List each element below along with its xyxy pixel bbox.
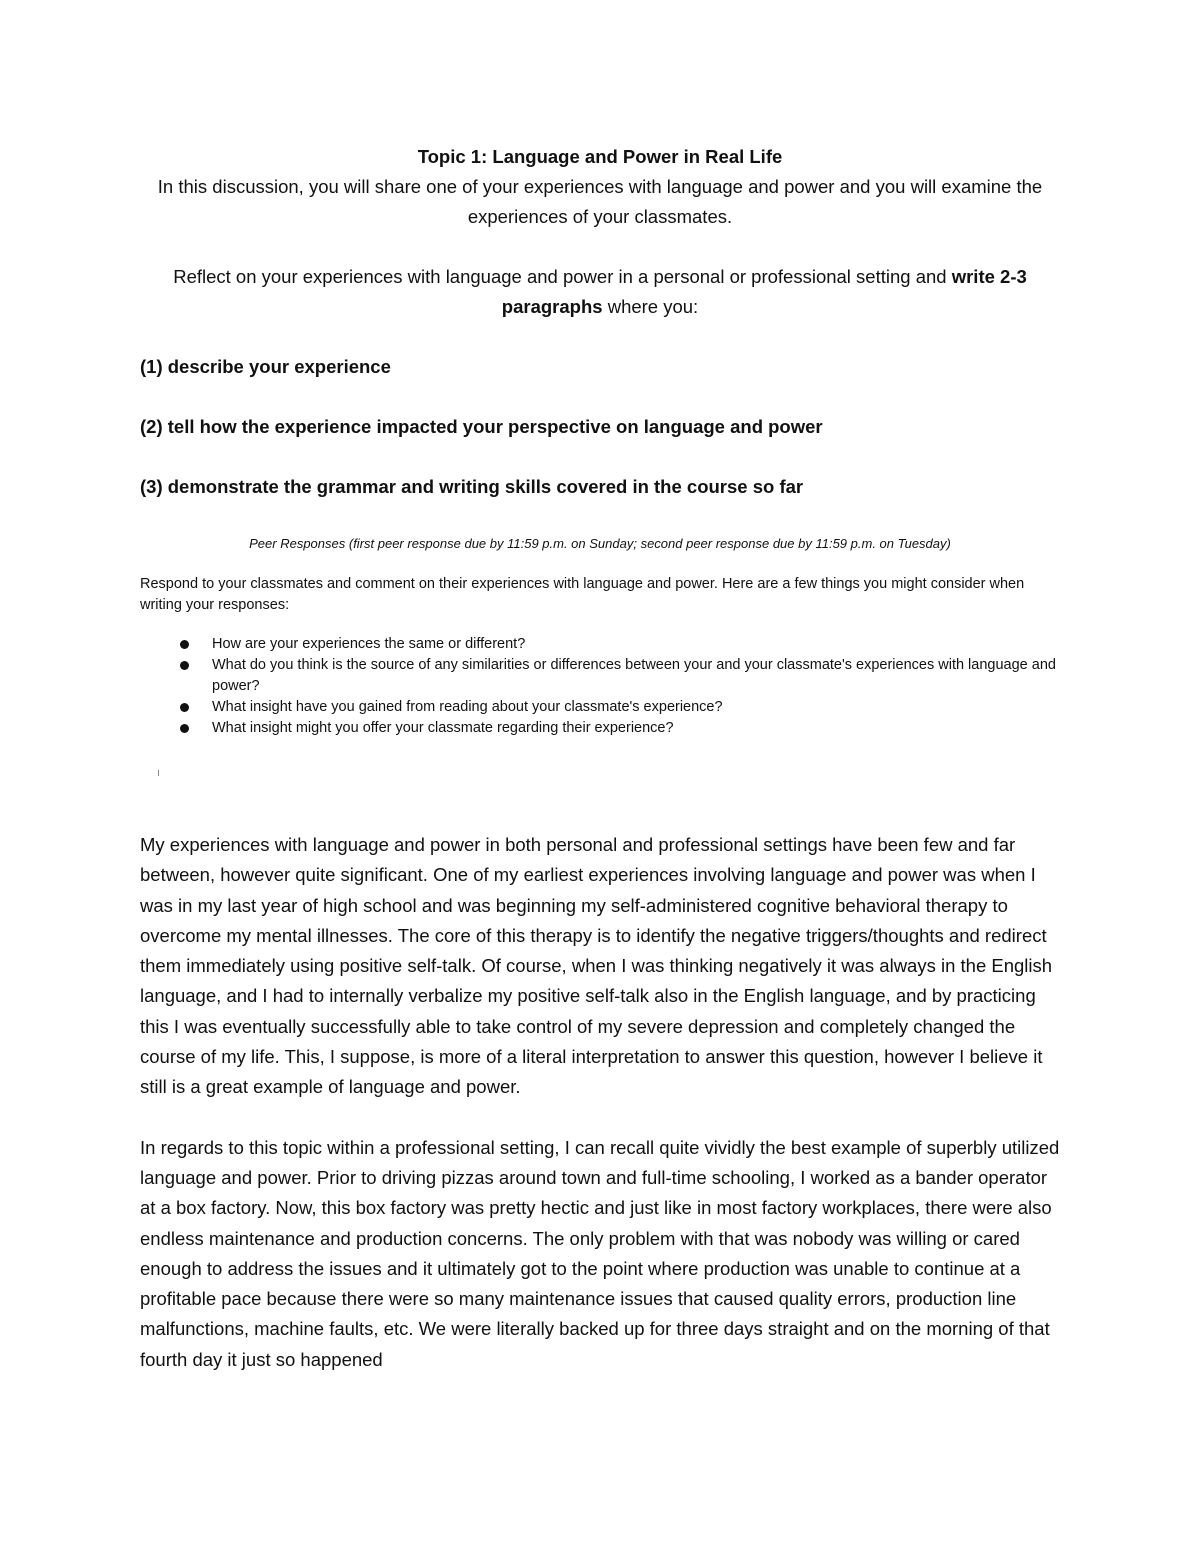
page-title: Topic 1: Language and Power in Real Life [417, 146, 783, 167]
assignment-instructions [140, 142, 1060, 739]
list-item-text: What do you think is the source of any similarities or differences between your and your classmate's experiences with language and power? [212, 657, 1056, 694]
consideration-list [140, 634, 1060, 739]
reflect-lead: Reflect on your experiences with language and power in a personal or professional setting and [173, 266, 952, 287]
list-item [180, 634, 1060, 655]
essay-paragraph: In regards to this topic within a professional setting, I can recall quite vividly the best example of superbly utilized language and power. Prior to driving pizzas around town and full-time schooling, I worked as a bander operator at a box factory. Now, this box factory was pretty hectic and just like in most factory workplaces, there were also endless maintenance and production concerns. The only problem with that was nobody was willing or cared enough to address the issues and it ultimately got to the point where production was unable to continue at a profitable pace because there were so many maintenance issues that caused quality errors, production line malfunctions, machine faults, etc. We were literally backed up for three days straight and on the morning of that fourth day it just so happened [140, 1136, 1060, 1370]
list-item-text: What insight have you gained from reading about your classmate's experience? [212, 699, 723, 715]
bullet-icon [180, 724, 189, 733]
reflect-prompt [140, 262, 1060, 322]
list-item-text: What insight might you offer your classmate regarding their experience? [212, 720, 674, 736]
bullet-icon [180, 703, 189, 712]
list-item [180, 718, 1060, 739]
reflect-tail: where you: [602, 296, 699, 317]
reflect-bold: write 2-3 paragraphs [501, 266, 1027, 317]
intro-text: In this discussion, you will share one of your experiences with language and power and you will examine the experiences of your classmates. [157, 176, 1043, 227]
essay-body [140, 830, 1065, 1405]
bullet-icon [180, 640, 189, 649]
peer-responses-heading: Peer Responses (first peer response due by 11:59 p.m. on Sunday; second peer response due by 11:59 p.m. on Tuesday) [249, 536, 951, 551]
task-item: (3) demonstrate the grammar and writing skills covered in the course so far [140, 476, 804, 497]
task-item: (1) describe your experience [140, 356, 391, 377]
list-item [180, 655, 1060, 697]
bullet-icon [180, 661, 189, 670]
peer-instructions: Respond to your classmates and comment on their experiences with language and power. Here are a few things you might consider when writing your responses: [140, 576, 1025, 613]
list-item [180, 697, 1060, 718]
cursor-mark [158, 770, 159, 776]
essay-paragraph: My experiences with language and power in both personal and professional settings have been few and far between, however quite significant. One of my earliest experiences involving language and power was when I was in my last year of high school and was beginning my self-administered cognitive behavioral therapy to overcome my mental illnesses. The core of this therapy is to identify the negative triggers/thoughts and redirect them immediately using positive self-talk. Of course, when I was thinking negatively it was always in the English language, and I had to internally verbalize my positive self-talk also in the English language, and by practicing this I was eventually successfully able to take control of my severe depression and completely changed the course of my life. This, I suppose, is more of a literal interpretation to answer this question, however I believe it still is a great example of language and power. [140, 834, 1053, 1098]
list-item-text: How are your experiences the same or different? [212, 636, 526, 652]
task-item: (2) tell how the experience impacted your perspective on language and power [140, 416, 823, 437]
